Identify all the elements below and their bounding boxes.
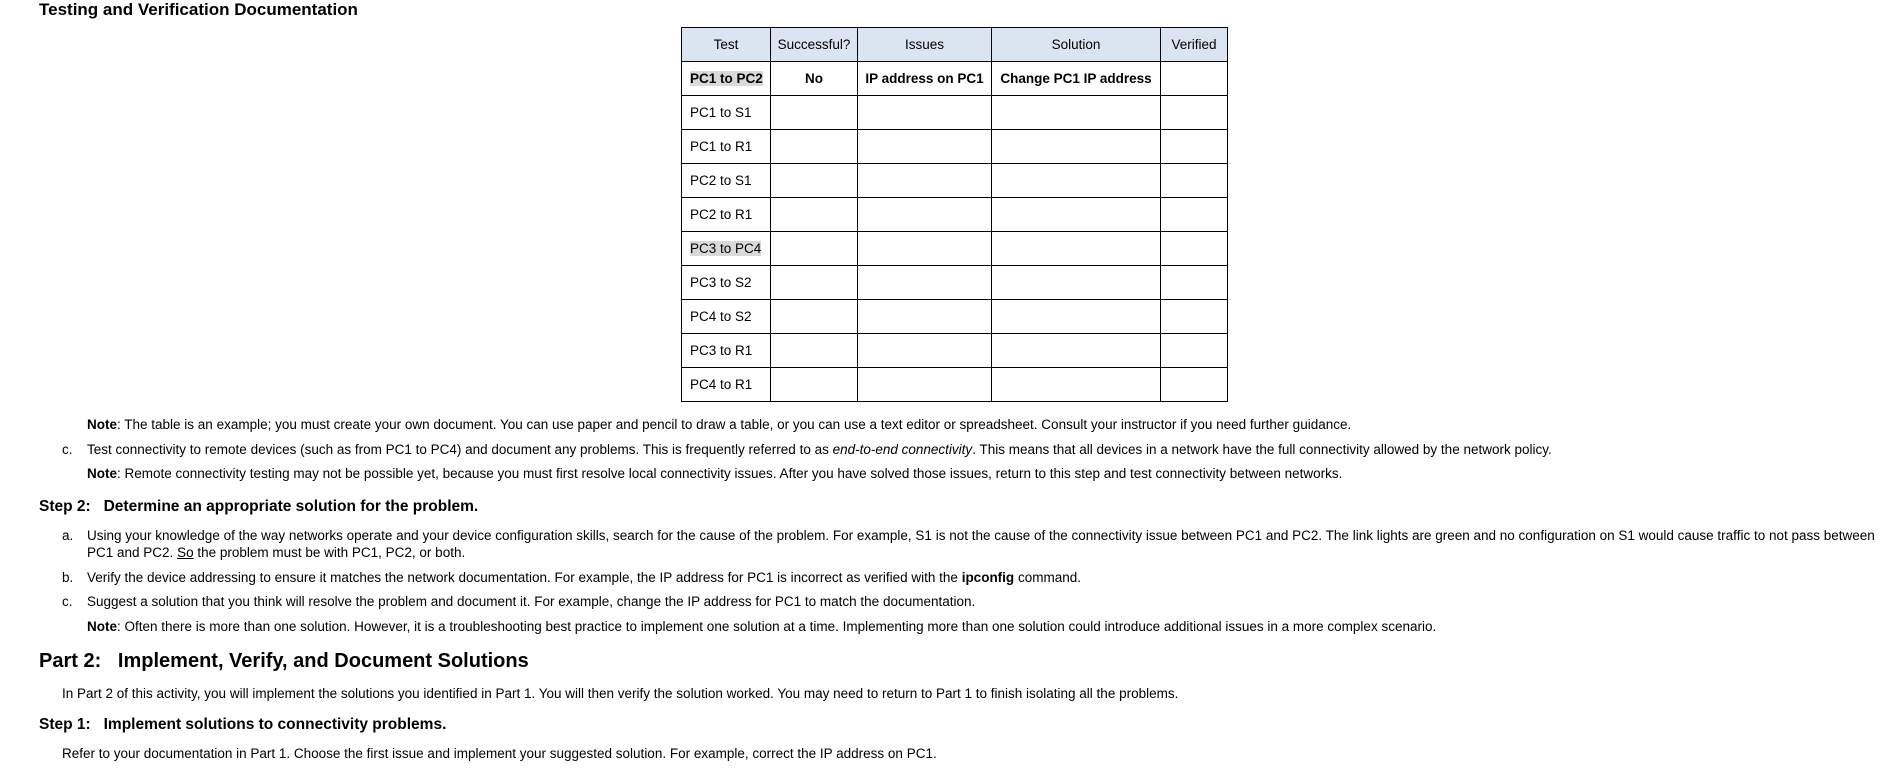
list-marker-c: c. [62,442,73,457]
cell-verified [1161,130,1228,164]
list-item-remote-connectivity: Test connectivity to remote devices (such as from PC1 to PC4) and document any problems. This is frequently referred to as end-to-end connectivity. This means that all devices in a network have the full connectivity allowed by the network policy. [87,442,1552,457]
table-header-row [682,28,1228,62]
testing-table [681,27,1228,402]
list-item-search-cause: Using your knowledge of the way networks operate and your device configuration skills, search for the cause of the problem. For example, S1 is not the cause of the connectivity issue between PC1 and PC2. The link lights are green and no configuration on S1 would cause traffic to not pass between [87,528,1875,543]
cell-successful [771,266,858,300]
cell-solution [992,164,1161,198]
cell-test: PC1 to R1 [682,130,771,164]
cell-successful [771,368,858,402]
step2-heading: Step 2: Determine an appropriate solution for the problem. [39,498,479,515]
list-item-suggest-solution: Suggest a solution that you think will resolve the problem and document it. For example, change the IP address for PC1 to match the documentation. [87,594,976,609]
cell-solution [992,96,1161,130]
cell-test: PC2 to R1 [682,198,771,232]
header-issues: Issues [858,28,992,62]
cell-verified [1161,232,1228,266]
cell-test: PC1 to PC2 [682,62,771,96]
list-marker-c: c. [62,594,73,609]
table-row [682,266,1228,300]
cell-issues [858,266,992,300]
header-successful: Successful? [771,28,858,62]
table-row [682,232,1228,266]
cell-verified [1161,334,1228,368]
header-solution: Solution [992,28,1161,62]
table-row [682,164,1228,198]
cell-solution [992,300,1161,334]
cell-verified [1161,62,1228,96]
table-row [682,334,1228,368]
cell-test: PC4 to R1 [682,368,771,402]
step1-heading: Step 1: Implement solutions to connectivity problems. [39,716,447,733]
cell-issues [858,232,992,266]
cell-test: PC1 to S1 [682,96,771,130]
cell-issues [858,96,992,130]
cell-successful [771,232,858,266]
cell-verified [1161,198,1228,232]
cell-test: PC3 to PC4 [682,232,771,266]
cell-issues [858,130,992,164]
cell-successful [771,300,858,334]
cell-solution [992,232,1161,266]
part2-heading: Part 2: Implement, Verify, and Document Solutions [39,650,529,672]
step1-text: Refer to your documentation in Part 1. Choose the first issue and implement your suggested solution. For example, correct the IP address on PC1. [62,746,937,761]
doc-title: Testing and Verification Documentation [39,0,358,19]
table-row [682,198,1228,232]
cell-verified [1161,368,1228,402]
table-row [682,300,1228,334]
table-row [682,62,1228,96]
note-one-solution: Note: Often there is more than one solution. However, it is a troubleshooting best practice to implement one solution at a time. Implementing more than one solution could introduce additional issues in a more complex scenario. [87,619,1437,634]
cell-solution [992,198,1161,232]
header-test: Test [682,28,771,62]
list-item-search-cause-cont: PC1 and PC2. So the problem must be with PC1, PC2, or both. [87,545,466,560]
list-marker-b: b. [62,570,74,585]
cell-successful [771,164,858,198]
note-remote-testing: Note: Remote connectivity testing may not be possible yet, because you must first resolve local connectivity issues. After you have solved those issues, return to this step and test connectivity between networks. [87,466,1343,481]
header-verified: Verified [1161,28,1228,62]
cell-issues [858,368,992,402]
cell-successful [771,96,858,130]
cell-solution [992,334,1161,368]
cell-successful [771,130,858,164]
note-table-example: Note: The table is an example; you must create your own document. You can use paper and pencil to draw a table, or you can use a text editor or spreadsheet. Consult your instructor if you need further guidance. [87,417,1352,432]
cell-test: PC4 to S2 [682,300,771,334]
list-marker-a: a. [62,528,74,543]
cell-solution: Change PC1 IP address [992,62,1161,96]
part2-intro: In Part 2 of this activity, you will implement the solutions you identified in Part 1. You will then verify the solution worked. You may need to return to Part 1 to finish isolating all the problems. [62,686,1179,701]
cell-solution [992,368,1161,402]
cell-verified [1161,300,1228,334]
cell-successful [771,198,858,232]
cell-issues: IP address on PC1 [858,62,992,96]
cell-issues [858,164,992,198]
cell-successful [771,334,858,368]
table-row [682,368,1228,402]
cell-test: PC3 to S2 [682,266,771,300]
table-row [682,96,1228,130]
cell-verified [1161,96,1228,130]
cell-solution [992,130,1161,164]
table-row [682,130,1228,164]
cell-solution [992,266,1161,300]
cell-successful: No [771,62,858,96]
cell-issues [858,198,992,232]
cell-test: PC2 to S1 [682,164,771,198]
cell-verified [1161,266,1228,300]
cell-issues [858,334,992,368]
cell-issues [858,300,992,334]
list-item-verify-addressing: Verify the device addressing to ensure it matches the network documentation. For example, the IP address for PC1 is incorrect as verified with the ipconfig command. [87,570,1081,585]
cell-test: PC3 to R1 [682,334,771,368]
cell-verified [1161,164,1228,198]
